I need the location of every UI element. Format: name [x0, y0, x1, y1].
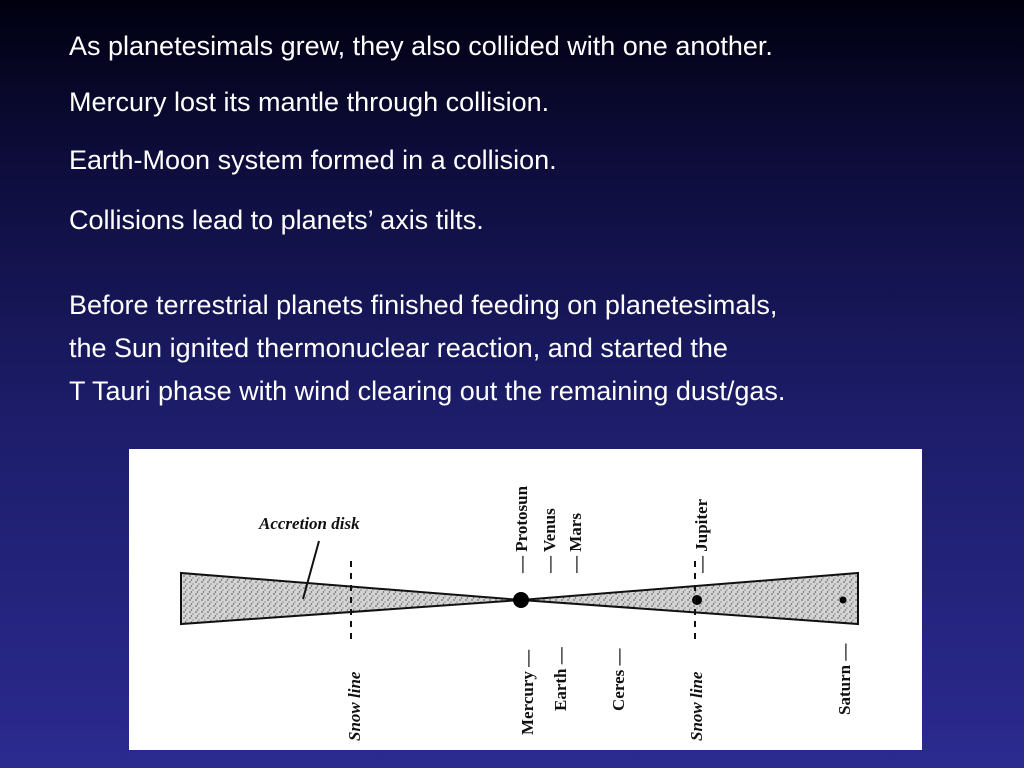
text-line-axis-tilts: Collisions lead to planets’ axis tilts.	[69, 205, 484, 235]
saturn-label: Saturn —	[835, 643, 854, 715]
paragraph-line: the Sun ignited thermonuclear reaction, and started the	[69, 333, 728, 363]
paragraph-line: T Tauri phase with wind clearing out the remaining dust/gas.	[69, 376, 786, 406]
accretion-disk-label: Accretion disk	[259, 514, 360, 533]
text-line-mercury-mantle: Mercury lost its mantle through collision.	[69, 87, 550, 117]
snow-line-left-label: Snow line	[345, 671, 364, 741]
text-line-earth-moon: Earth-Moon system formed in a collision.	[69, 145, 557, 175]
protosun-dot	[513, 592, 529, 608]
text-line-planetesimal-collisions: As planetesimals grew, they also collided with one another.	[69, 31, 773, 61]
snow-line-right-label: Snow line	[687, 671, 706, 741]
saturn-dot	[840, 597, 847, 604]
jupiter-label: — Jupiter	[692, 498, 711, 573]
venus-label: — Venus	[540, 508, 559, 573]
earth-label: Earth —	[551, 647, 570, 711]
disk-right-wedge	[521, 573, 858, 624]
jupiter-dot	[692, 595, 702, 605]
mercury-label: Mercury —	[518, 649, 537, 735]
paragraph-line: Before terrestrial planets finished feeding on planetesimals,	[69, 290, 778, 320]
ceres-label: Ceres —	[609, 648, 628, 711]
protosun-label: — Protosun	[512, 485, 531, 573]
mars-label: — Mars	[566, 513, 585, 573]
diagram-canvas	[129, 449, 922, 750]
accretion-disk-diagram	[129, 449, 922, 750]
t-tauri-paragraph	[69, 284, 785, 413]
